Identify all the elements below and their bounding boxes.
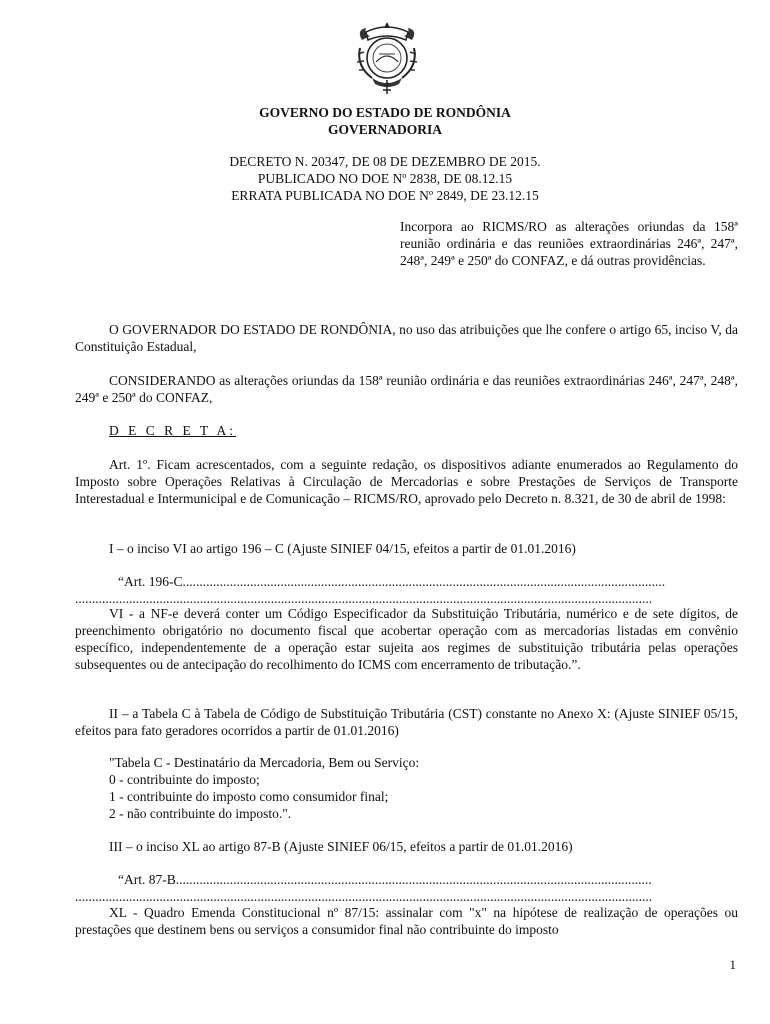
art-196c-opening: “Art. 196-C............................................................................................................................................... <box>118 574 666 589</box>
errata-note: ERRATA PUBLICADA NO DOE Nº 2849, DE 23.12.15 <box>231 188 539 203</box>
governadoria-title: GOVERNADORIA <box>327 122 442 137</box>
art-87b-opening: “Art. 87-B............................................................................................................................................. <box>118 872 652 887</box>
ellipsis-line-2: ........................................................................................................................................................................... <box>75 889 653 904</box>
preamble-paragraph: O GOVERNADOR DO ESTADO DE RONDÔNIA, no uso das atribuições que lhe confere o artigo 65, inciso V, da Constituição Estadual, <box>75 322 738 354</box>
item-2: II – a Tabela C à Tabela de Código de Substituição Tributária (CST) constante no Anexo X: (Ajuste SINIEF 05/15, efeitos para fato geradores ocorridos a partir de 01.01.2016) <box>75 706 738 738</box>
ementa: Incorpora ao RICMS/RO as alterações oriundas da 158ª reunião ordinária e das reuniões extraordinárias 246ª, 247ª, 248ª, 249ª e 250ª do CONFAZ, e dá outras providências. <box>400 219 738 268</box>
government-title: GOVERNO DO ESTADO DE RONDÔNIA <box>259 105 511 120</box>
state-coat-of-arms-seal <box>352 18 422 98</box>
inciso-xl-text: XL - Quadro Emenda Constitucional nº 87/15: assinalar com "x" na hipótese de realização de operações ou prestações que destinem bens ou serviços a consumidor final não contribuinte do imposto <box>75 905 738 937</box>
decreta-text: D E C R E T A: <box>109 423 237 438</box>
item-1: I – o inciso VI ao artigo 196 – C (Ajuste SINIEF 04/15, efeitos a partir de 01.01.2016) <box>109 541 576 556</box>
tabela-c-option-0: 0 - contribuinte do imposto; <box>109 772 260 787</box>
tabela-c-option-2: 2 - não contribuinte do imposto.". <box>109 806 292 821</box>
item-3: III – o inciso XL ao artigo 87-B (Ajuste SINIEF 06/15, efeitos a partir de 01.01.2016) <box>109 839 573 854</box>
decree-number: DECRETO N. 20347, DE 08 DE DEZEMBRO DE 2015. <box>229 154 541 169</box>
ellipsis-line-1: ........................................................................................................................................................................... <box>75 591 653 606</box>
publication-note: PUBLICADO NO DOE Nº 2838, DE 08.12.15 <box>257 171 513 186</box>
inciso-vi-text: VI - a NF-e deverá conter um Código Especificador da Substituição Tributária, numérico e de sete dígitos, de preenchimento obrigatório no documento fiscal que acobertar operação com as mercadorias listadas em convênio específico, independentemente de a operação estar sujeita aos regimes de substituição tributária pelas operações subsequentes ou de antecipação do recolhimento do ICMS com encerramento de tributação.”. <box>75 606 738 672</box>
article-1: Art. 1º. Ficam acrescentados, com a seguinte redação, os dispositivos adiante enumerados ao Regulamento do Imposto sobre Operações Relativas à Circulação de Mercadorias e sobre Prestações de Serviços de Transporte Interestadual e Intermunicipal e de Comunicação – RICMS/RO, aprovado pelo Decreto n. 8.321, de 30 de abril de 1998: <box>75 457 738 506</box>
page-number: 1 <box>729 957 736 972</box>
tabela-c-option-1: 1 - contribuinte do imposto como consumidor final; <box>109 789 389 804</box>
tabela-c-title: "Tabela C - Destinatário da Mercadoria, Bem ou Serviço: <box>109 755 420 770</box>
considerando-paragraph: CONSIDERANDO as alterações oriundas da 158ª reunião ordinária e das reuniões extraordinárias 246ª, 247ª, 248ª, 249ª e 250ª do CONFAZ, <box>75 373 738 405</box>
decreta-heading <box>75 422 738 439</box>
